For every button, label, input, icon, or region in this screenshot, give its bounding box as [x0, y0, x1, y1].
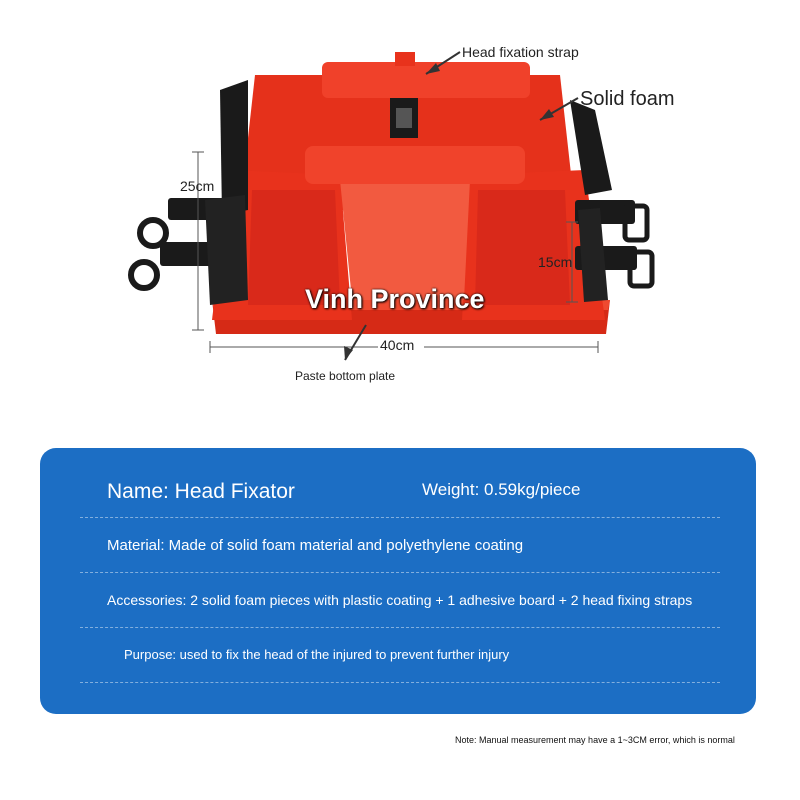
head-fixation-strap-label: Head fixation strap [462, 44, 579, 60]
info-row-accessories [80, 572, 720, 628]
product-accessories: Accessories: 2 solid foam pieces with plastic coating + 1 adhesive board + 2 head fixing straps [107, 592, 693, 608]
width-40cm-label: 40cm [380, 337, 415, 353]
height-25cm-label: 25cm [180, 178, 215, 194]
measurement-note: Note: Manual measurement may have a 1~3CM error, which is normal [455, 735, 735, 745]
height-15cm-label: 15cm [538, 254, 573, 270]
info-row-purpose [80, 627, 720, 683]
info-row-name-weight [80, 462, 720, 518]
product-name: Name: Head Fixator [107, 480, 295, 503]
product-info-panel [40, 448, 756, 714]
paste-bottom-plate-label: Paste bottom plate [295, 369, 396, 383]
info-row-material [80, 517, 720, 573]
watermark: Vinh Province [305, 284, 485, 314]
solid-foam-label: Solid foam [580, 88, 675, 110]
product-material: Material: Made of solid foam material and polyethylene coating [107, 537, 524, 554]
product-purpose: Purpose: used to fix the head of the injured to prevent further injury [124, 647, 510, 662]
product-weight: Weight: 0.59kg/piece [422, 480, 581, 499]
